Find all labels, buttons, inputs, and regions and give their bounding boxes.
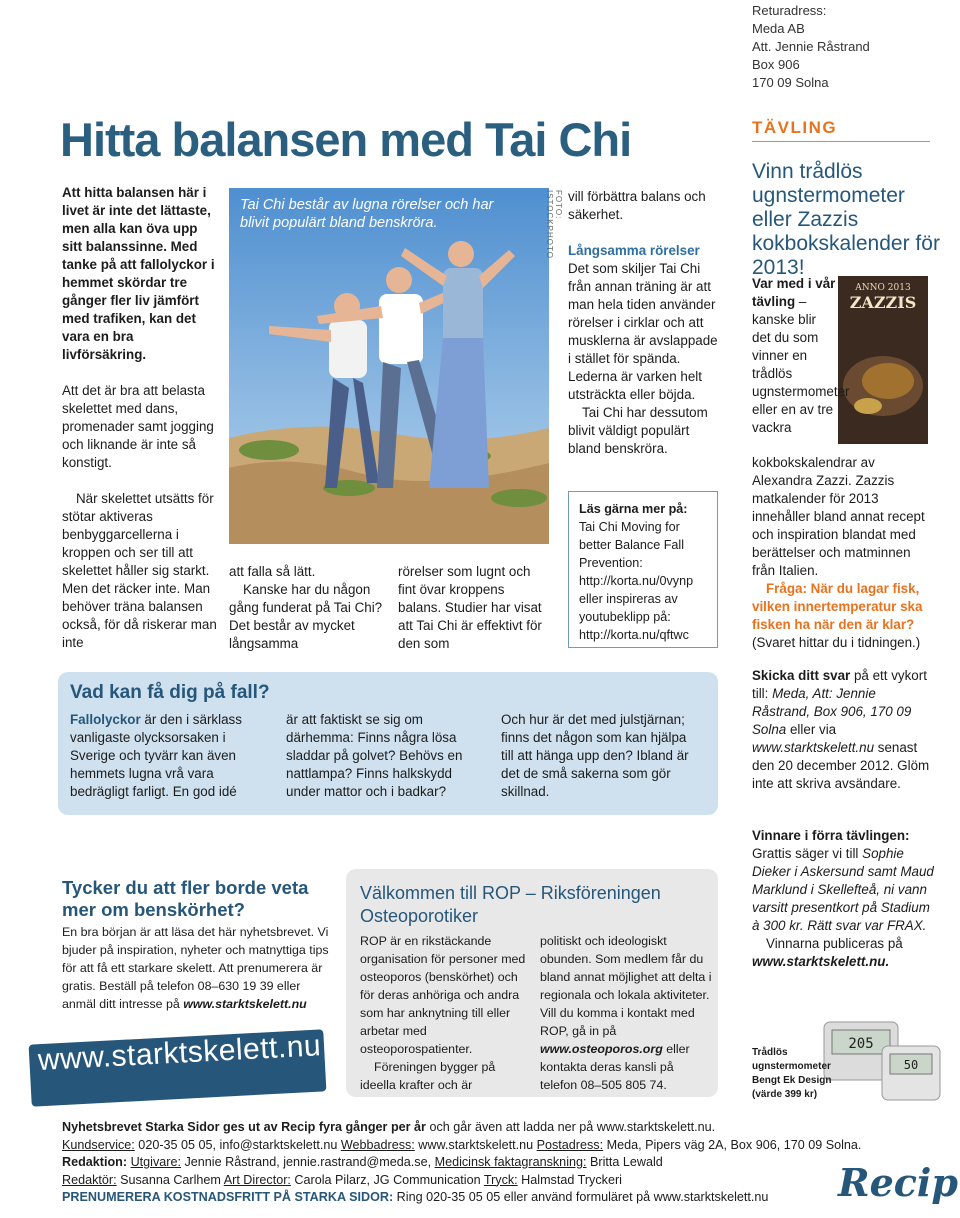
falls-column-1	[70, 711, 270, 801]
article-subheading: Långsamma rörelser	[568, 243, 700, 258]
rop-column-1	[360, 932, 532, 1094]
return-address-line: 170 09 Solna	[752, 75, 829, 90]
footer-text: www.starktskelett.nu	[414, 1137, 537, 1152]
contest-send-instructions	[752, 667, 937, 793]
winners-url[interactable]: www.starktskelett.nu.	[752, 954, 890, 969]
calendar-cover-image	[838, 276, 928, 444]
winners-names: Sophie Dieker i Askersund samt Maud Marklund i Skellefteå, ni vann varsitt presentkort på Stadium à 300 kr. Rätt svar var FRAX.	[752, 846, 934, 933]
footer-text: Halmstad Tryckeri	[517, 1172, 622, 1187]
newsletter-link[interactable]: www.starktskelett.nu	[183, 997, 307, 1011]
send-text: senast den 20 december 2012. Glöm inte att skriva avsändare.	[752, 740, 930, 791]
newsletter-title: Tycker du att fler borde veta mer om benskörhet?	[62, 877, 309, 920]
winners-publish-text: Vinnarna publiceras på	[766, 936, 903, 951]
footer-publisher: Nyhetsbrevet Starka Sidor ges ut av Recip fyra gånger per år	[62, 1120, 426, 1134]
thermometer-display-1: 205	[848, 1036, 874, 1052]
calendar-year: ANNO 2013	[855, 283, 911, 293]
contest-intro-bold: Var med i vår tävling	[752, 276, 836, 309]
falls-keyword: Fallolyckor	[70, 712, 141, 727]
article-paragraph: Tai Chi har dessutom blivit väldigt populärt bland benskröra.	[568, 405, 708, 456]
return-address-line: Box 906	[752, 57, 800, 72]
contest-intro-text: – kanske blir det du som vinner en trådlös ugnstermometer eller en av tre vackra	[752, 294, 850, 435]
rop-paragraph: Föreningen bygger på ideella krafter och är	[360, 1060, 496, 1092]
tai-chi-photo	[229, 188, 549, 544]
photo-credit: FOTO: ISTOCKPHOTO	[545, 190, 563, 259]
send-text: på ett vykort till:	[752, 668, 927, 701]
send-address: Meda, Att: Jennie Råstrand, Box 906, 170 09 Solna	[752, 686, 912, 737]
return-address-line: Returadress:	[752, 3, 827, 18]
footer-text: 020-35 05 05, info@starktskelett.nu	[134, 1137, 341, 1152]
winners-heading: Vinnare i förra tävlingen:	[752, 828, 910, 843]
article-paragraph: Det som skiljer Tai Chi från annan träning är att man hela tiden använder rörelser i cirklar och att musklerna är avslappade i stället för spända. Lederna är varken helt utsträckta eller böjda.	[568, 261, 718, 402]
recip-logo: Recip	[838, 1160, 958, 1205]
previous-winners	[752, 827, 937, 971]
contest-title: Vinn trådlös ugnstermometer eller Zazzis kokbokskalender för 2013!	[752, 160, 940, 279]
article-column-2b: rörelser som lugnt och fint övar kroppens balans. Studier har visat att Tai Chi är effektivt för den som	[398, 564, 542, 651]
footer-label: Art Director:	[223, 1172, 291, 1187]
falls-title: Vad kan få dig på fall?	[70, 682, 270, 703]
article-paragraph: När skelettet utsätts för stötar aktiveras benbyggarcellerna i kroppen och ser till att skelettet håller sig starkt. Men det räcker inte. Man behöver träna balansen också, för då riskerar man inte	[62, 491, 217, 650]
rop-link[interactable]: www.osteoporos.org	[540, 1042, 663, 1056]
footer-text: Carola Pilarz, JG Communication	[290, 1172, 484, 1187]
contest-divider	[752, 141, 930, 142]
footer-subscribe-heading: PRENUMERERA KOSTNADSFRITT PÅ STARKA SIDOR:	[62, 1190, 394, 1204]
contest-details	[752, 454, 932, 652]
rop-title: Välkommen till ROP – Riksföreningen Osteoporotiker	[360, 883, 661, 926]
footer-label: Postadress:	[536, 1137, 604, 1152]
rop-paragraph: ROP är en rikstäckande organisation för personer med osteoporos (benskörhet) och för deras anhöriga och andra som har anknytning till eller arbetar med osteoporospatienter.	[360, 934, 526, 1056]
read-more-box	[568, 491, 718, 648]
footer-label: Medicinsk faktagranskning:	[434, 1155, 587, 1169]
newsletter-body	[62, 923, 337, 1013]
article-column-2a	[229, 563, 389, 653]
read-more-text: Tai Chi Moving for better Balance Fall Prevention: http://korta.nu/0vynp eller inspireras av youtubeklipp på: http://korta.nu/qftwc	[579, 520, 694, 642]
read-more-heading: Läs gärna mer på:	[579, 502, 688, 516]
footer-text: Susanna Carlhem	[116, 1172, 224, 1187]
footer-label: Tryck:	[483, 1172, 518, 1187]
article-column-1	[62, 184, 218, 670]
photo-caption: Tai Chi består av lugna rörelser och har blivit populärt bland benskröra.	[240, 197, 494, 231]
return-address-line: Att. Jennie Råstrand	[752, 39, 870, 54]
falls-column-3: Och hur är det med julstjärnan; finns det någon som kan hjälpa till att hänga upp den? Ibland är det de små sakerna som gör skillnad.	[501, 712, 689, 799]
article-column-3	[568, 188, 724, 458]
footer-text: Ring 020-35 05 05 eller använd formuläret på www.starktskelett.nu	[393, 1190, 769, 1204]
thermometer-caption: Trådlös ugnstermometer Bengt Ek Design (värde 399 kr)	[752, 1047, 832, 1100]
calendar-cover-illustration	[838, 276, 928, 444]
contest-description: kokbokskalendrar av Alexandra Zazzi. Zazzis matkalender för 2013 innehåller bland annat recept och inspiration blandat med berättelser och matminnen från Italien.	[752, 455, 925, 578]
send-url[interactable]: www.starktskelett.nu	[752, 740, 875, 755]
footer	[62, 1119, 942, 1207]
contest-intro	[752, 275, 850, 437]
footer-label: Kundservice:	[62, 1137, 135, 1152]
article-paragraph: Att det är bra att belasta skelettet med dans, promenader samt jogging och liknande är inte så konstigt.	[62, 383, 214, 470]
send-text: eller via	[786, 722, 837, 737]
rop-column-2	[540, 932, 712, 1094]
falls-column-2: är att faktiskt se sig om därhemma: Finns några lösa sladdar på golvet? Behövs en nattlampa? Finns halkskydd under mattor och i badkar?	[286, 712, 463, 799]
contest-answer-hint: (Svaret hittar du i tidningen.)	[752, 635, 921, 650]
contest-label: TÄVLING	[752, 118, 838, 137]
contest-question: Fråga: När du lagar fisk, vilken innertemperatur ska fisken ha när den är klar?	[752, 581, 923, 632]
footer-label: Webbadress:	[340, 1137, 415, 1152]
send-bold: Skicka ditt svar	[752, 668, 851, 683]
footer-text: och går även att ladda ner på www.starktskelett.nu.	[425, 1120, 716, 1134]
footer-label: Redaktör:	[62, 1172, 117, 1187]
falls-text: är den i särklass vanligaste olycksorsaken i Sverige och tyvärr kan även hemmets lugna vrå vara bedrägligt farligt. En god idé	[70, 712, 242, 799]
article-paragraph: Kanske har du någon gång funderat på Tai Chi? Det består av mycket långsamma	[229, 582, 383, 651]
page-title: Hitta balansen med Tai Chi	[60, 113, 632, 166]
footer-editorial-heading: Redaktion:	[62, 1155, 128, 1169]
footer-text: Jennie Råstrand, jennie.rastrand@meda.se,	[180, 1155, 435, 1169]
winners-text: Grattis säger vi till	[752, 846, 863, 861]
rop-text: politiskt och ideologiskt obunden. Som medlem får du bland annat möjlighet att delta i regionala och lokala aktiviteter. Vill du komma i kontakt med ROP, gå in på	[540, 934, 712, 1038]
thermometer-display-2: 50	[903, 1058, 919, 1072]
url-banner-text[interactable]: www.starktskelett.nu	[37, 1029, 322, 1077]
footer-label: Utgivare:	[130, 1155, 181, 1169]
article-paragraph: att falla så lätt.	[229, 564, 316, 579]
return-address	[752, 2, 870, 92]
tai-chi-illustration	[229, 188, 549, 544]
article-lead: Att hitta balansen här i livet är inte det lättaste, men alla kan öva upp sitt balanssinne. Med tanke på att fallolyckor i hemmet skördar tre gånger fler liv jämfört med trafiken, kan det vara en bra livförsäkring.	[62, 185, 215, 362]
newsletter-text: En bra början är att läsa det här nyhetsbrevet. Vi bjuder på inspiration, nyheter och matnyttiga tips för att få ett starkare skelett. Att prenumerera är gratis. Beställ på telefon 08–630 19 39 eller anmäl ditt intresse på	[62, 925, 329, 1011]
footer-text: Britta Lewald	[586, 1155, 663, 1169]
rop-text: eller kontakta deras kansli på telefon 08–505 805 74.	[540, 1042, 690, 1092]
calendar-brand: ZAZZIS	[849, 293, 917, 312]
footer-text: Meda, Pipers väg 2A, Box 906, 170 09 Solna.	[603, 1137, 862, 1152]
article-paragraph: vill förbättra balans och säkerhet.	[568, 189, 706, 222]
return-address-line: Meda AB	[752, 21, 805, 36]
